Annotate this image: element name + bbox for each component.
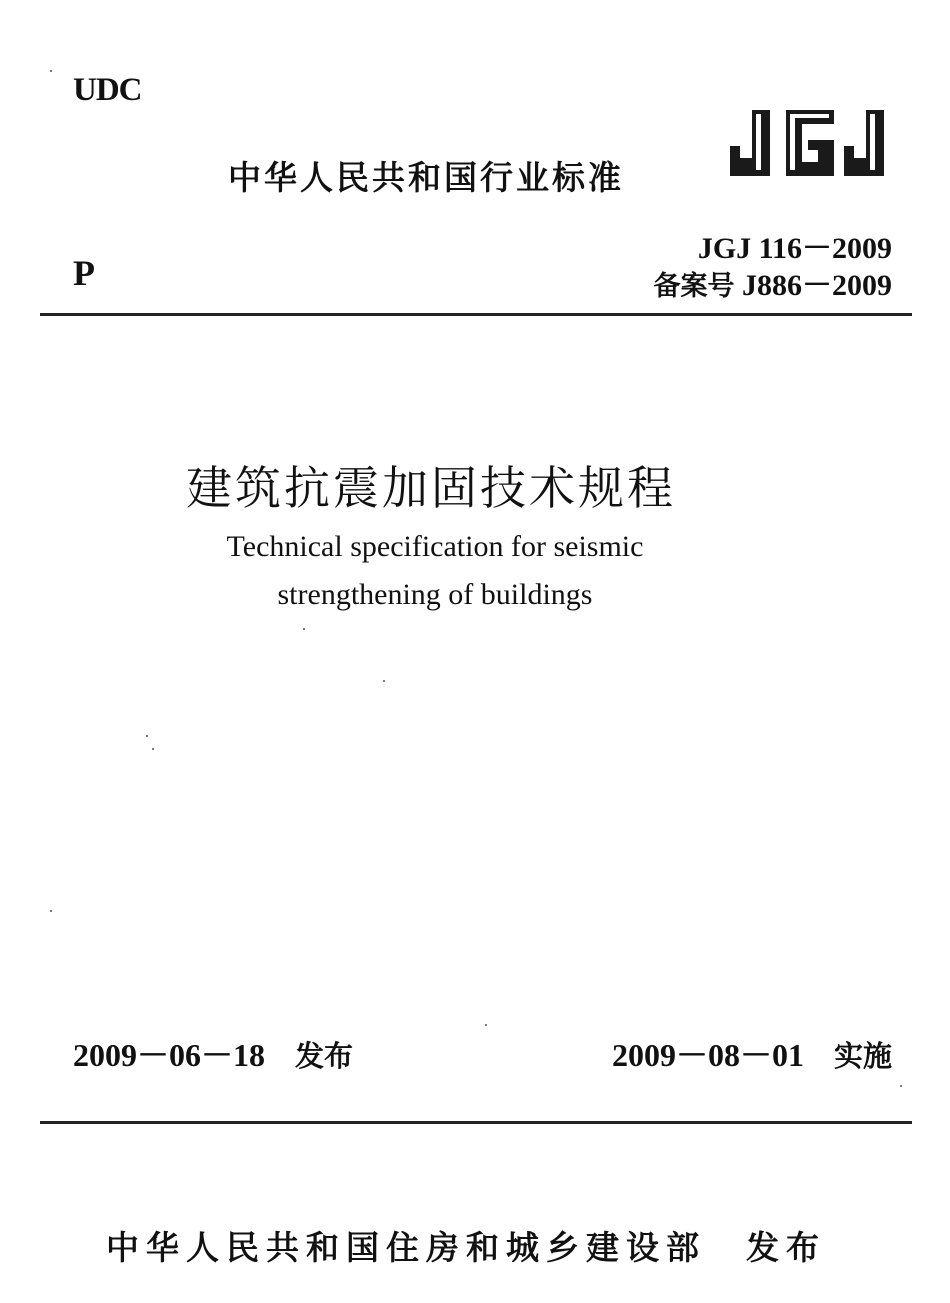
title-english-line2: strengthening of buildings [277,578,593,611]
implementation-date-line [612,1030,892,1076]
jgj-logo-icon [726,106,896,196]
issue-date: 2009－06－18 [73,1037,266,1073]
publisher-name: 中华人民共和国住房和城乡建设部 [106,1228,706,1267]
scan-speck [50,70,52,72]
publish-label: 发布 [746,1228,826,1267]
implementation-date: 2009－08－01 [611,1037,804,1073]
scan-speck [900,1085,902,1087]
scan-speck [152,748,154,750]
record-number-line [654,260,893,304]
title-english-line1: Technical specification for seismic [226,530,644,563]
title-chinese: 建筑抗震加固技术规程 [186,461,676,515]
scan-speck [146,735,148,737]
scan-speck [50,910,52,912]
issue-date-line [73,1030,353,1076]
jgj-logo [726,106,896,196]
issue-label: 发布 [295,1039,354,1073]
record-number: J886－2009 [742,269,892,302]
implementation-label: 实施 [833,1039,892,1073]
udc-label: UDC [73,72,142,108]
scan-speck [383,680,385,682]
top-divider [40,313,912,316]
standard-number: JGJ 116－2009 [697,232,892,265]
record-label: 备案号 [653,271,735,302]
scan-speck [485,1024,487,1026]
bottom-divider [40,1121,912,1124]
category-label: P [73,253,95,293]
standard-type: 中华人民共和国行业标准 [228,158,624,197]
scan-speck [303,628,305,630]
publisher-line [106,1222,826,1269]
